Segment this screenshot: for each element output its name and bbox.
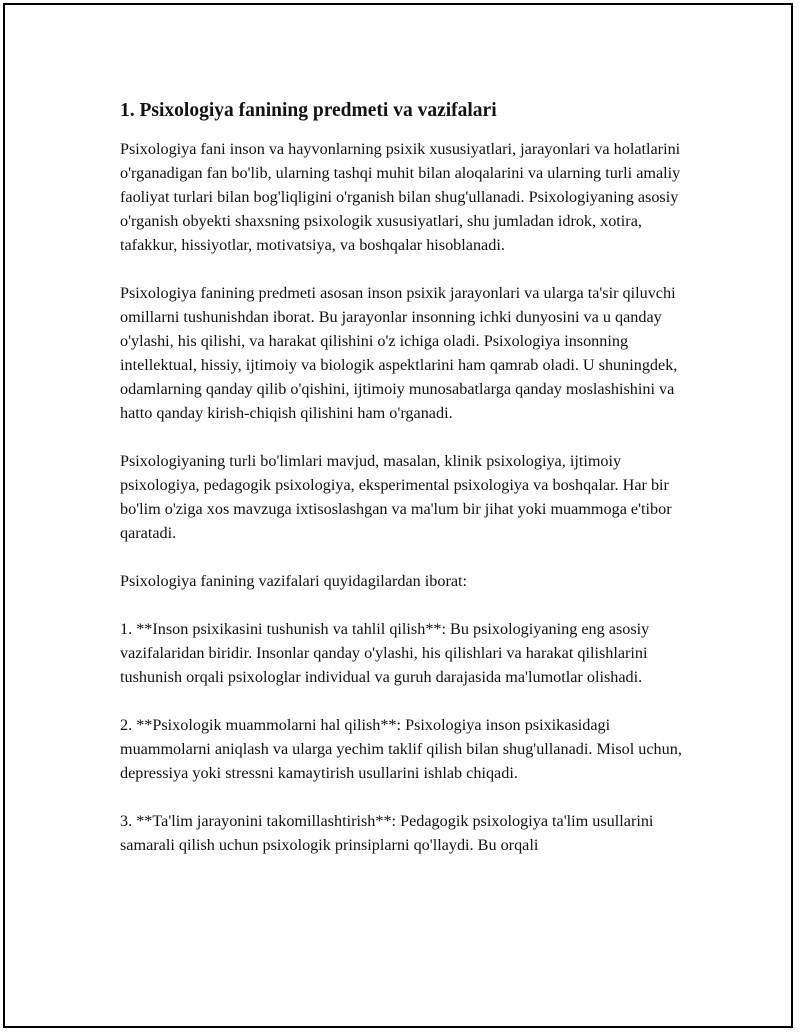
paragraph-task-1: 1. **Inson psixikasini tushunish va tahlil qilish**: Bu psixologiyaning eng asosiy vazifalaridan biridir. Insonlar qanday o'ylashi, his qilishlari va harakat qilishlarini tushunish orqali psixologlar individual va guruh darajasida ma'lumotlar olishadi. <box>120 620 650 686</box>
paragraph-task-2: 2. **Psixologik muammolarni hal qilish**: Psixologiya inson psixikasidagi muammolarni aniqlash va ularga yechim taklif qilish bilan shug'ullanadi. Misol uchun, depressiya yoki stressni kamaytirish usullarini ishlab chiqadi. <box>120 716 682 782</box>
document-title: 1. Psixologiya fanining predmeti va vazifalari <box>120 100 497 121</box>
paragraph-subject: Psixologiya fanining predmeti asosan inson psixik jarayonlari va ularga ta'sir qiluvchi omillarni tushunishdan iborat. Bu jarayonlar insonning ichki dunyosini va u qanday o'ylashi, his qilishi, va harakat qilishini o'z ichiga oladi. Psixologiya insonning intellektual, hissiy, ijtimoiy va biologik aspektlarini ham qamrab oladi. U shuningdek, odamlarning qanday qilib o'qishini, ijtimoiy munosabatlarga qanday moslashishini va hatto qanday kirish-chiqish qilishini ham o'rganadi. <box>120 284 678 422</box>
page-frame <box>3 3 793 1028</box>
paragraph-branches: Psixologiyaning turli bo'limlari mavjud, masalan, klinik psixologiya, ijtimoiy psixologiya, pedagogik psixologiya, eksperimental psixologiya va boshqalar. Har bir bo'lim o'ziga xos mavzuga ixtisoslashgan va ma'lum bir jihat yoki muammoga e'tibor qaratadi. <box>120 452 672 542</box>
paragraph-intro: Psixologiya fani inson va hayvonlarning psixik xususiyatlari, jarayonlari va holatlarini o'rganadigan fan bo'lib, ularning tashqi muhit bilan aloqalarini va ularning turli amaliy faoliyat turlari bilan bog'liqligini o'rganish bilan shug'ullanadi. Psixologiyaning asosiy o'rganish obyekti shaxsning psixologik xususiyatlari, shu jumladan idrok, xotira, tafakkur, hissiyotlar, motivatsiya, va boshqalar hisoblanadi. <box>120 140 681 254</box>
paragraph-tasks-intro: Psixologiya fanining vazifalari quyidagilardan iborat: <box>120 572 468 590</box>
paragraph-task-3: 3. **Ta'lim jarayonini takomillashtirish**: Pedagogik psixologiya ta'lim usullarini samarali qilish uchun psixologik prinsiplarni qo'llaydi. Bu orqali <box>120 812 654 854</box>
document-body <box>120 97 695 881</box>
